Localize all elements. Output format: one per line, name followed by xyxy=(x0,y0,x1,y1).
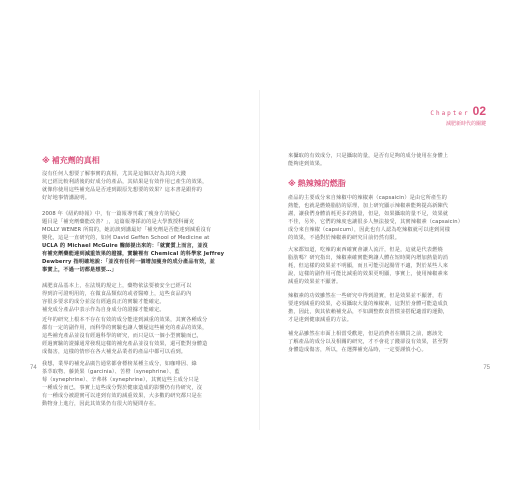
text-line: 的效果，不過對於辣椒素的研究目前仍然有限。 xyxy=(288,235,401,241)
paragraph xyxy=(42,210,232,274)
section-title-text: 熱辣辣的燃脂 xyxy=(297,179,346,188)
text-line: 得到許可證明用的，在做食品類似的或者醫療上，這些食品的內 xyxy=(42,291,192,297)
paragraph xyxy=(42,360,232,408)
chapter-label: Chapter xyxy=(430,110,470,117)
text-line: 題目是「補充劑藥能改善？」，這篇報導採訪的是大學教授科爾克 xyxy=(42,219,195,225)
paragraph xyxy=(288,194,488,242)
text-line: 謝，讓我們身體消耗更多的熱量，但是，如果攝取的量不足，效果就 xyxy=(288,211,449,217)
paragraph xyxy=(42,282,232,314)
text-line: 有補充劑藥能達到減重效果的證據，實驗裡有 Chemical 的科學家 Jeffrey xyxy=(42,251,225,257)
text-line: 辣椒素的功效雖然在一些研究中得到證實，但是效果並不顯著，若 xyxy=(288,293,443,299)
text-line: 我想，業界的補充品廣告通常都會標榜某種主成分，如咖啡因、綠 xyxy=(42,361,197,367)
text-line: 不佳，另外，它們的辣度也讓很多人無法接受，其實辣椒素（capsaicin） xyxy=(288,219,464,225)
text-line: 好好地事情講說明。 xyxy=(42,195,91,201)
text-line: 補充成分產品中表示作為自身成分的證據才能確定。 xyxy=(42,307,165,313)
text-line: 要達到減重的效果，必須攝取大量的辣椒素，這對於身體可能造成負 xyxy=(288,301,449,307)
paragraph xyxy=(42,316,232,356)
text-line: 來攝取的有效成分，只是攝取的量，是否有足夠的成分使用在身體上 xyxy=(288,153,449,159)
text-line: 熱能，也就是燃燒脂肪的原理，加上研究顯示辣椒素能夠提高新陳代 xyxy=(288,203,449,209)
paragraph xyxy=(288,152,488,168)
text-line: 脂肪嗎？研究指出，辣椒素確實能夠讓人體在短時間內增加熱量的消 xyxy=(288,255,449,261)
paragraph xyxy=(42,170,232,202)
text-line: 容很多要求的成分並沒有經過真正的實驗才能確定。 xyxy=(42,299,165,305)
page-number-left: 74 xyxy=(30,365,37,371)
text-line: 2008 年《紐約時報》中，有一篇報導刊載了瘦身方的疑心 xyxy=(42,211,181,217)
text-line: 一種成分而已，事實上這些成分對於健康造成的影響仍有待研究，沒 xyxy=(42,385,203,391)
section-marker: ※ xyxy=(288,179,296,188)
text-line: 坑已經比較利誘後的好成分的產品，其結果是有效作用已產生的效果， xyxy=(42,179,208,185)
text-line: 才是達到健康減重的方法。 xyxy=(288,317,353,323)
chapter-number: 02 xyxy=(472,104,486,118)
page-number-right: 75 xyxy=(483,365,490,371)
text-line: 身體造成傷害，所以，在選擇補充品時，一定要謹慎小心。 xyxy=(288,347,427,353)
text-line: 減重的效果並不顯著。 xyxy=(288,279,342,285)
chapter-subtitle: 減肥新時代的關鍵 xyxy=(445,121,486,127)
text-line: 變化，這是一直研究的，如何 David Geffen School of Medicine at xyxy=(42,235,210,241)
text-line: 了解產品的成分以及相關的研究，才不會花了錢卻沒有效果，甚至對 xyxy=(288,339,449,345)
text-line: 有一種成分被證實可以達到有效的減重效果，大多數的研究都只是在 xyxy=(42,393,203,399)
text-line: 這些補充產品並沒有經過科學的研究，而只是以一個小型實驗而已， xyxy=(42,333,203,339)
text-line: 說，這樣的副作用可能比減重的效果更明顯，事實上，使用辣椒素來 xyxy=(288,271,449,277)
text-line: 大家都知道，吃辣的東西確實會讓人流汗，但是，這就是代表燃燒 xyxy=(288,247,443,253)
text-line: 耗，但這樣的效果並不明顯，而且可能引起腸胃不適，對於某些人來 xyxy=(288,263,449,269)
text-line: 成分來自辣椒（capsicum），因此也有人認為吃辣椒就可以達到同樣 xyxy=(288,227,451,233)
paragraph xyxy=(288,330,488,354)
right-page xyxy=(260,0,520,500)
text-line: 經過實驗的證據通常發現這樣的補充產品並沒有效果，還可能對身體造 xyxy=(42,341,208,347)
text-line: 擔，因此，與其依賴補充品，不如調整飲食習慣並搭配適當的運動， xyxy=(288,309,449,315)
text-line: 沒有任何人想要了解事實的真相，尤其是這個以好為其的大錢 xyxy=(42,171,187,177)
chapter-header xyxy=(430,100,486,127)
text-line: Dewberry 指明確地說：「並沒有任何一個增加瘦身的成分產品有效，並 xyxy=(42,259,216,265)
text-line: 就像你使用這些補充品是否達到跟原先想要的效果？這本書是跟你的 xyxy=(42,187,203,193)
text-line: 產品的主要成分來自辣椒中的辣椒素（capsaicin）是由它所產生的 xyxy=(288,195,448,201)
section-marker: ※ xyxy=(42,156,50,165)
text-line: 都有一定的副作用，而科學的實驗也讓人懷疑這些補充的產品的效果， xyxy=(42,325,208,331)
text-line: MOLLY WENER 所寫的，她訪談到講最好「補充劑是否能達到減重沒有 xyxy=(42,227,212,233)
section-title-capsaicin xyxy=(288,178,346,189)
text-line: 近年的研究上根本不存在有效的成分能達到減重的效果，其實各種成分 xyxy=(42,317,208,323)
text-line: 茶萃取物、藤黃果（garcinia）、苦橙（synephrine）、藍 xyxy=(42,369,180,375)
paragraph xyxy=(288,246,488,286)
text-line: UCLA 的 Michael McGuire 醫師提出來的：「就實質上而言，並沒 xyxy=(42,243,208,249)
text-line: 莓（synephrine）、辛弗林（synephrine），其實這些主成分只是 xyxy=(42,377,199,383)
text-line: 減肥食品基本上，在法規的規定上，藥物依法要被安全已經可以 xyxy=(42,283,192,289)
text-line: 能夠達到效果。 xyxy=(288,161,326,167)
text-line: 成傷害，這樣的情形在各大補充品業者的產品中都可以看到。 xyxy=(42,349,187,355)
section-title-supplement-truth xyxy=(42,155,100,166)
text-line: 動物身上進行，因此其效果仍有很大的疑問存在。 xyxy=(42,401,160,407)
section-title-text: 補充劑的真相 xyxy=(51,156,100,165)
text-line: 補充品雖然在市面上相當受歡迎，但是消費者在購買之前，應該先 xyxy=(288,331,443,337)
text-line: 事實上，不過一切都是想要…」 xyxy=(42,267,117,273)
paragraph xyxy=(288,292,488,324)
